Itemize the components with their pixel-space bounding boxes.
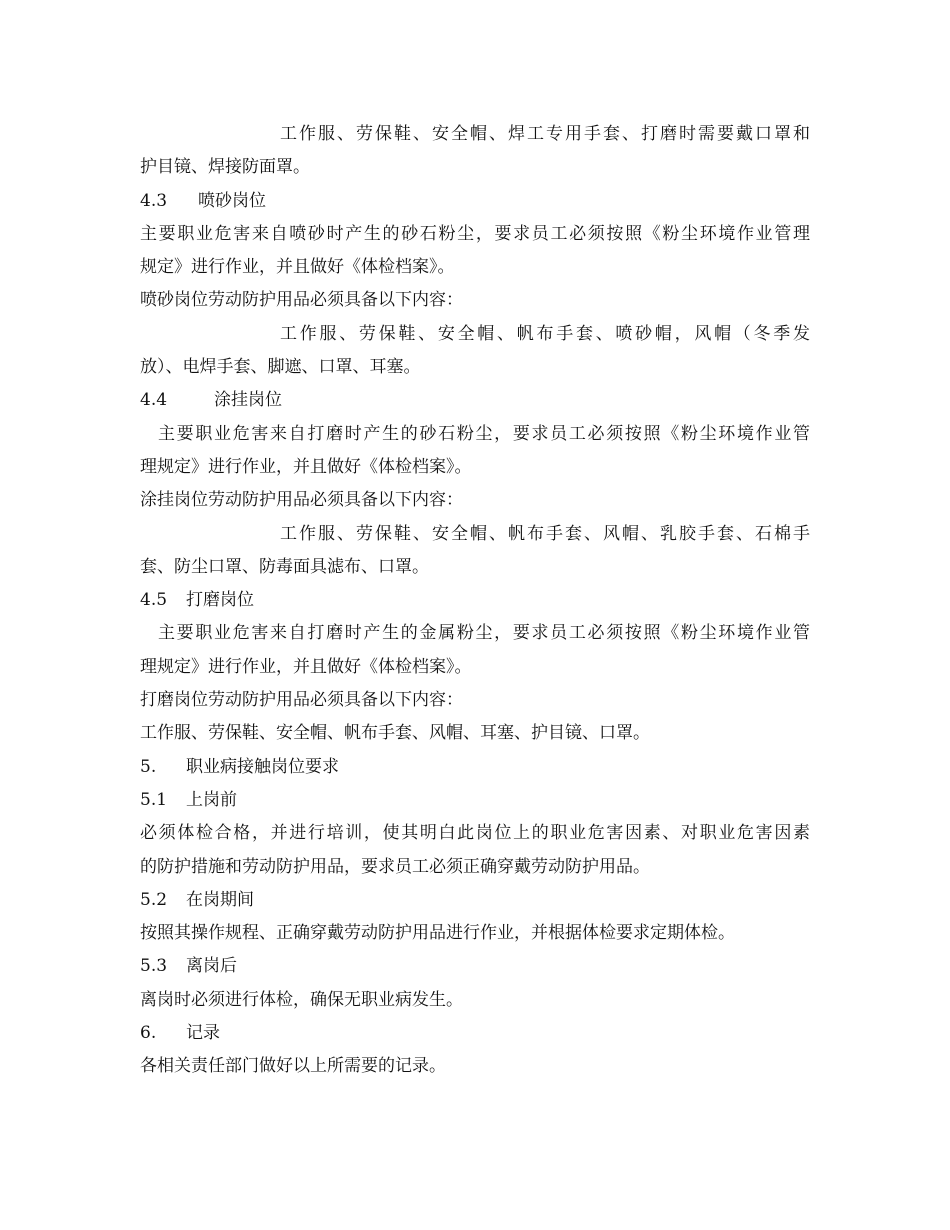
body-text: 主要职业危害来自打磨时产生的砂石粉尘，要求员工必须按照《粉尘环境作业管	[158, 423, 810, 444]
section-number: 5.2	[140, 889, 168, 910]
body-text: 按照其操作规程、正确穿戴劳动防护用品进行作业，并根据体检要求定期体检。	[140, 923, 735, 944]
body-text: 理规定》进行作业，并且做好《体检档案》。	[140, 656, 472, 677]
body-text: 离岗时必须进行体检，确保无职业病发生。	[140, 989, 463, 1010]
body-text: 工作服、劳保鞋、安全帽、帆布手套、喷砂帽，风帽（冬季发	[280, 323, 810, 344]
section-heading-6	[140, 1017, 810, 1050]
section-heading-5-1	[140, 784, 810, 817]
section-title: 在岗期间	[186, 889, 254, 910]
section-title: 打磨岗位	[186, 590, 254, 611]
section-title: 涂挂岗位	[214, 390, 282, 411]
body-text: 主要职业危害来自喷砂时产生的砂石粉尘，要求员工必须按照《粉尘环境作业管理	[140, 223, 810, 244]
section-number: 4.3	[140, 190, 168, 211]
section-title: 离岗后	[186, 956, 237, 977]
section-heading-5-2	[140, 884, 810, 917]
section-number: 5.1	[140, 789, 168, 810]
body-text: 喷砂岗位劳动防护用品必须具备以下内容：	[140, 290, 463, 311]
section-heading-4-5	[140, 584, 810, 617]
body-text: 各相关责任部门做好以上所需要的记录。	[140, 1056, 446, 1077]
section-title: 上岗前	[186, 789, 237, 810]
section-heading-4-3	[140, 185, 810, 218]
section-heading-4-4	[140, 384, 810, 417]
section-number: 5.3	[140, 956, 168, 977]
section-number: 4.5	[140, 590, 168, 611]
body-text: 规定》进行作业，并且做好《体检档案》。	[140, 257, 455, 278]
body-text: 工作服、劳保鞋、安全帽、帆布手套、风帽、耳塞、护目镜、口罩。	[140, 723, 650, 744]
section-heading-5	[140, 751, 810, 784]
body-text: 涂挂岗位劳动防护用品必须具备以下内容：	[140, 490, 463, 511]
body-text: 护目镜、焊接防面罩。	[140, 157, 310, 178]
body-text: 打磨岗位劳动防护用品必须具备以下内容：	[140, 690, 463, 711]
body-text: 工作服、劳保鞋、安全帽、帆布手套、风帽、乳胶手套、石棉手	[280, 523, 810, 544]
section-number: 5.	[140, 756, 157, 777]
section-title: 喷砂岗位	[198, 190, 266, 211]
body-text: 放）、电焊手套、脚遮、口罩、耳塞。	[140, 357, 421, 378]
section-number: 4.4	[140, 390, 168, 411]
section-title: 职业病接触岗位要求	[186, 756, 339, 777]
body-text: 套、防尘口罩、防毒面具滤布、口罩。	[140, 556, 429, 577]
body-text: 理规定》进行作业，并且做好《体检档案》。	[140, 456, 472, 477]
body-text: 必须体检合格，并进行培训，使其明白此岗位上的职业危害因素、对职业危害因素	[140, 823, 810, 844]
body-text: 主要职业危害来自打磨时产生的金属粉尘，要求员工必须按照《粉尘环境作业管	[158, 623, 810, 644]
section-number: 6.	[140, 1023, 157, 1044]
body-text: 工作服、劳保鞋、安全帽、焊工专用手套、打磨时需要戴口罩和	[280, 124, 810, 144]
section-title: 记录	[186, 1023, 220, 1044]
section-heading-5-3	[140, 950, 810, 983]
body-text: 的防护措施和劳动防护用品，要求员工必须正确穿戴劳动防护用品。	[140, 856, 650, 877]
